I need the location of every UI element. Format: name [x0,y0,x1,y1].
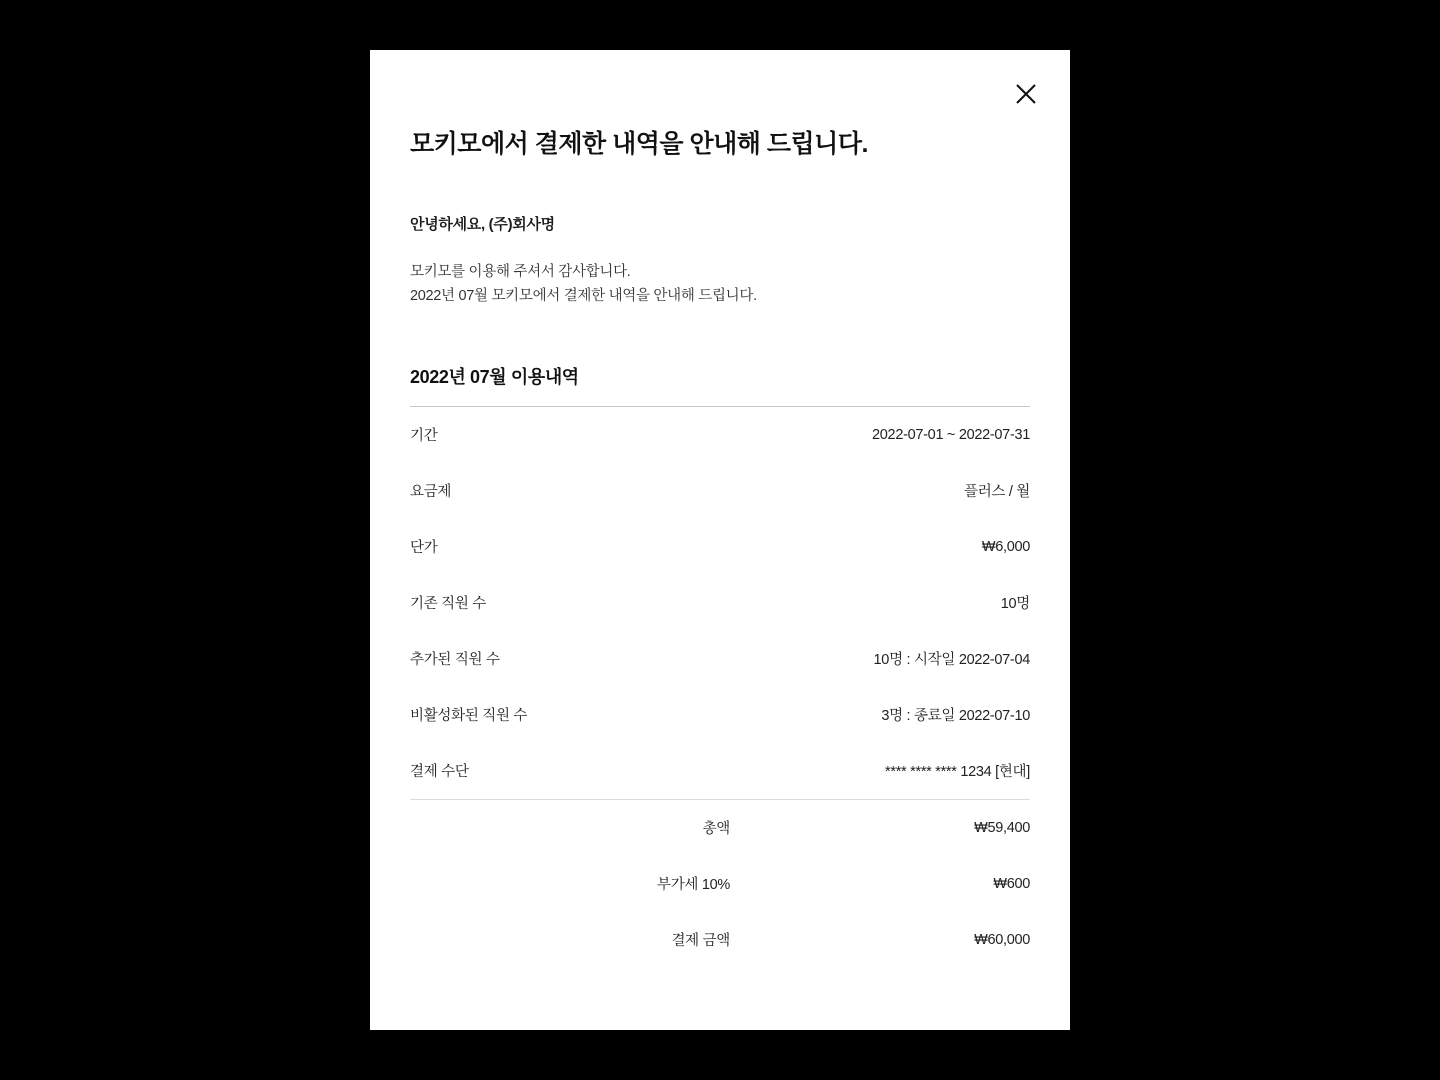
detail-value: **** **** **** 1234 [현대] [885,764,1030,780]
page-title: 모키모에서 결제한 내역을 안내해 드립니다. [410,130,868,158]
table-row [410,856,1030,912]
intro-line-2: 2022년 07월 모키모에서 결제한 내역을 안내해 드립니다. [410,287,757,304]
summary-label: 결제 금액 [671,933,730,949]
detail-label: 기간 [410,428,438,444]
detail-value: 3명 : 종료일 2022-07-10 [881,708,1030,724]
summary-value: ₩59,400 [974,819,1030,836]
detail-label: 단가 [410,540,438,556]
intro-paragraph [410,260,1030,308]
detail-value: 10명 [1000,596,1030,612]
detail-value: 10명 : 시작일 2022-07-04 [873,652,1030,668]
payment-summary-table [410,800,1030,968]
detail-value: 2022-07-01 ~ 2022-07-31 [872,426,1030,443]
billing-receipt-modal [370,50,1070,1030]
detail-label: 기존 직원 수 [410,596,486,612]
table-row [410,519,1030,575]
usage-detail-table [410,407,1030,799]
table-row [410,743,1030,799]
summary-label: 총액 [702,821,730,837]
detail-label: 요금제 [410,484,452,500]
table-row [410,407,1030,463]
summary-value: ₩60,000 [974,931,1030,948]
summary-value: ₩600 [993,875,1030,892]
section-title-usage: 2022년 07월 이용내역 [410,366,579,387]
greeting-text: 안녕하세요, (주)회사명 [410,215,555,233]
detail-label: 결제 수단 [410,764,469,780]
detail-label: 비활성화된 직원 수 [410,708,528,724]
detail-value: ₩6,000 [981,538,1030,555]
table-row [410,687,1030,743]
close-icon [1015,83,1037,105]
table-row [410,800,1030,856]
table-row [410,631,1030,687]
detail-label: 추가된 직원 수 [410,652,500,668]
close-icon-button[interactable] [1004,72,1048,116]
detail-value: 플러스 / 월 [963,484,1030,500]
table-row [410,912,1030,968]
intro-line-1: 모키모를 이용해 주셔서 감사합니다. [410,263,631,280]
modal-content [370,50,1070,968]
table-row [410,463,1030,519]
summary-label: 부가세 10% [657,877,730,893]
table-row [410,575,1030,631]
